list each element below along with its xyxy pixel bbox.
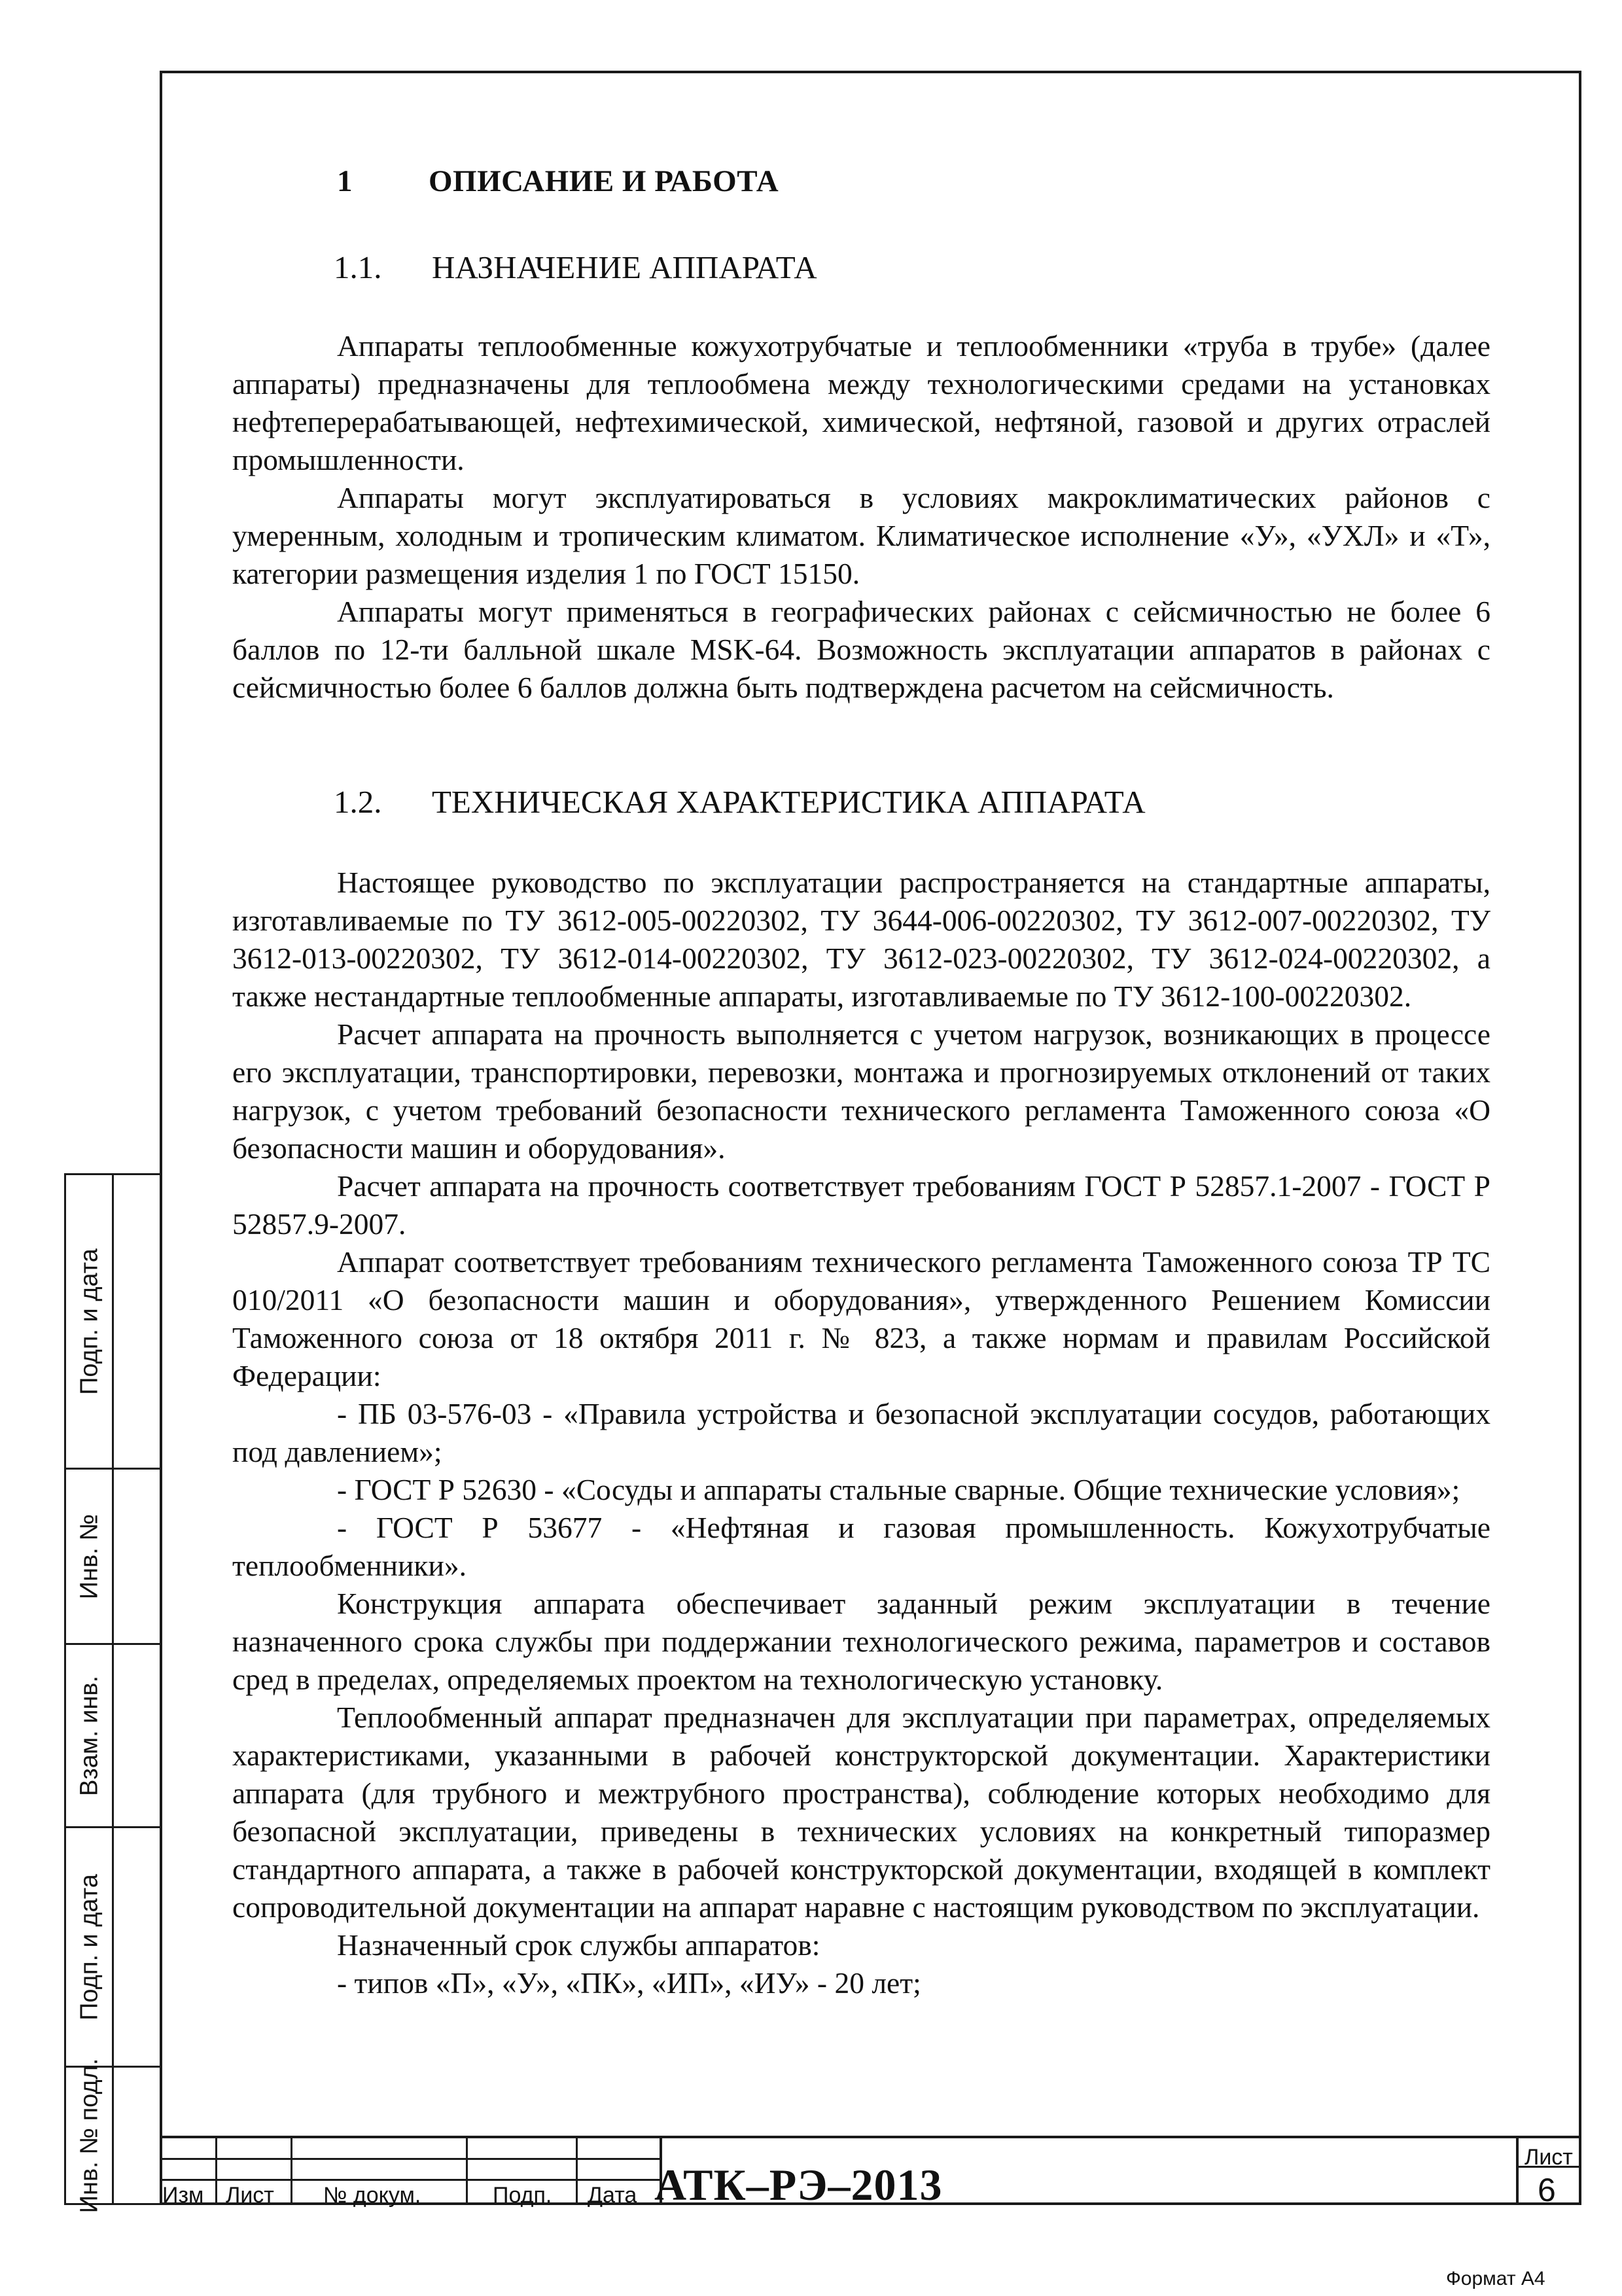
- list-item: - ГОСТ Р 53677 - «Нефтяная и газовая промышленность. Кожухотрубчатые теплообменники».: [232, 1511, 1490, 1582]
- section-1-2-number: 1.2.: [334, 784, 382, 820]
- section-1-2-body: [232, 864, 1490, 2002]
- side-label-podp-data-top: Подп. и дата: [75, 1248, 103, 1395]
- list-item: - ПБ 03-576-03 - «Правила устройства и безопасной эксплуатации сосудов, работающих под давлением»;: [232, 1397, 1490, 1468]
- col-izm: Изм: [162, 2183, 204, 2208]
- paragraph: Расчет аппарата на прочность выполняется с учетом нагрузок, возникающих в процессе его эксплуатации, транспортировки, перевозки, монтажа и прогнозируемых отклонений от таких нагрузок, с учетом требований безопасности технического регламента Таможенного союза «О безопасности машин и оборудования».: [232, 1017, 1490, 1165]
- section-1-1-heading: [334, 249, 817, 286]
- section-1-2-heading: [334, 783, 1146, 821]
- paragraph: Расчет аппарата на прочность соответствует требованиям ГОСТ Р 52857.1-2007 - ГОСТ Р 52857.9-2007.: [232, 1169, 1490, 1241]
- paragraph: Аппараты могут эксплуатироваться в условиях макроклиматических районов с умеренным, холодным и тропическим климатом. Климатическое исполнение «У», «УХЛ» и «Т», категории размещения изделия 1 по ГОСТ 15150.: [232, 481, 1490, 590]
- section-1-number: 1: [337, 164, 353, 198]
- paragraph: Теплообменный аппарат предназначен для эксплуатации при параметрах, определяемых характеристиками, указанными в рабочей конструкторской документации. Характеристики аппарата (для трубного и межтрубного пространства), соблюдение которых необходимо для безопасной эксплуатации, приведены в технических условиях на конкретный типоразмер стандартного аппарата, а также в рабочей конструкторской документации, входящей в комплект сопроводительной документации на аппарат наравне с настоящим руководством по эксплуатации.: [232, 1701, 1490, 1924]
- side-inv-no-podl: [64, 2058, 160, 2213]
- paragraph: Настоящее руководство по эксплуатации распространяется на стандартные аппараты, изготавливаемые по ТУ 3612-005-00220302, ТУ 3644-006-00220302, ТУ 3612-007-00220302, ТУ 3612-013-00220302, ТУ 3612-014-00220302, ТУ 3612-023-00220302, ТУ 3612-024-00220302, а также нестандартные теплообменные аппараты, изготавливаемые по ТУ 3612-100-00220302.: [232, 866, 1490, 1013]
- sheet-number: 6: [1538, 2172, 1556, 2208]
- side-label-podp-data-bottom: Подп. и дата: [75, 1873, 103, 2021]
- list-item: - ГОСТ Р 52630 - «Сосуды и аппараты стальные сварные. Общие технические условия»;: [337, 1473, 1460, 1506]
- side-podp-data-top: [64, 1173, 160, 1470]
- list-item: - типов «П», «У», «ПК», «ИП», «ИУ» - 20 лет;: [337, 1966, 921, 2000]
- section-1-title: ОПИСАНИЕ И РАБОТА: [429, 164, 779, 198]
- paragraph: Аппарат соответствует требованиям технического регламента Таможенного союза ТР ТС 010/2011 «О безопасности машин и оборудования», утвержденного Решением Комиссии Таможенного союза от 18 октября 2011 г. № 823, а также нормам и правилам Российской Федерации:: [232, 1245, 1490, 1392]
- section-1-1-number: 1.1.: [334, 249, 382, 285]
- section-1-2-title: ТЕХНИЧЕСКАЯ ХАРАКТЕРИСТИКА АППАРАТА: [432, 784, 1146, 820]
- format-label: Формат А4: [1446, 2268, 1545, 2289]
- side-podp-data-bottom: [64, 1828, 160, 2068]
- document-code: АТК–РЭ–2013: [654, 2160, 943, 2210]
- col-list: Лист: [226, 2183, 274, 2208]
- side-label-vzam-inv: Взам. инв.: [75, 1675, 103, 1796]
- section-1-heading: [337, 164, 779, 199]
- side-vzam-inv: [64, 1645, 160, 1828]
- side-inv-no: [64, 1470, 160, 1645]
- sheet-label: Лист: [1525, 2145, 1573, 2170]
- section-1-1-body: [232, 327, 1490, 707]
- paragraph: Аппараты теплообменные кожухотрубчатые и теплообменники «труба в трубе» (далее аппараты) предназначены для теплообмена между технологическими средами на установках нефтеперерабатывающей, нефтехимической, химической, нефтяной, газовой и других отраслей промышленности.: [232, 329, 1490, 476]
- paragraph: Назначенный срок службы аппаратов:: [337, 1928, 820, 1962]
- paragraph: Аппараты могут применяться в географических районах с сейсмичностью не более 6 баллов по 12-ти балльной шкале MSK-64. Возможность эксплуатации аппаратов в районах с сейсмичностью более 6 баллов должна быть подтверждена расчетом на сейсмичность.: [232, 595, 1490, 704]
- paragraph: Конструкция аппарата обеспечивает заданный режим эксплуатации в течение назначенного срока службы при поддержании технологического режима, параметров и составов сред в пределах, определяемых проектом на технологическую установку.: [232, 1587, 1490, 1696]
- col-dokum: № докум.: [323, 2183, 421, 2208]
- side-label-inv-no-podl: Инв. № подл.: [75, 2058, 103, 2213]
- col-podp: Подп.: [493, 2183, 552, 2208]
- section-1-1-title: НАЗНАЧЕНИЕ АППАРАТА: [432, 249, 817, 285]
- side-label-inv-no: Инв. №: [75, 1513, 103, 1599]
- col-data: Дата: [588, 2183, 637, 2208]
